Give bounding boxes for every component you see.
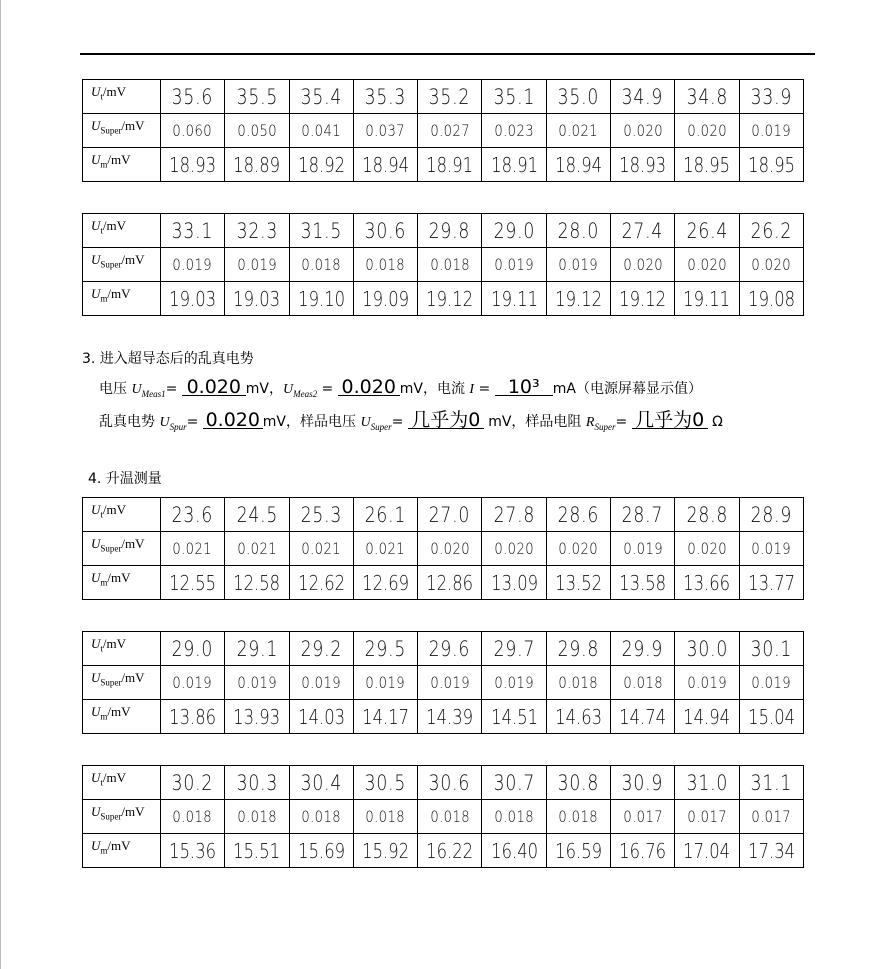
table-cell: 0.023 [482, 114, 546, 148]
table-cell: 13.58 [611, 566, 675, 600]
table-cell: 28.9 [739, 498, 803, 532]
table-cell: 19.11 [482, 282, 546, 316]
table-cell: 13.86 [161, 700, 225, 734]
table-cell: 30.4 [289, 766, 353, 800]
table-cell: 27.4 [611, 214, 675, 248]
table-cell: 26.2 [739, 214, 803, 248]
table-cell: 30.2 [161, 766, 225, 800]
table-cell: 16.22 [418, 834, 482, 868]
umeas1-unit: mV， [245, 381, 283, 397]
usuper-label: $U_{Super}/mV$ [83, 532, 161, 566]
ohm-unit: Ω [712, 414, 723, 430]
umeas2-symbol: $U_{Meas2}$ [282, 382, 318, 399]
table-cell: 19.10 [289, 282, 353, 316]
table-cell: 29.0 [161, 632, 225, 666]
table-cell: 31.1 [739, 766, 803, 800]
table-cell: 29.0 [482, 214, 546, 248]
usuper-row [83, 800, 804, 834]
table-cell: 34.8 [675, 80, 739, 114]
table-cell: 0.020 [611, 114, 675, 148]
table-cell: 0.018 [611, 666, 675, 700]
table-cell: 30.3 [225, 766, 289, 800]
table-cell: 0.020 [675, 114, 739, 148]
table-cell: 0.021 [546, 114, 610, 148]
table-cell: 0.019 [739, 666, 803, 700]
table-cell: 30.5 [353, 766, 417, 800]
table-cell: 31.0 [675, 766, 739, 800]
table-cell: 0.019 [739, 114, 803, 148]
sample-res-label: mV，样品电阻 [488, 414, 582, 430]
data-table-1 [82, 79, 804, 182]
table-cell: 28.7 [611, 498, 675, 532]
um-row [83, 282, 804, 316]
table-cell: 27.0 [418, 498, 482, 532]
table-cell: 0.018 [418, 248, 482, 282]
table-cell: 12.62 [289, 566, 353, 600]
spur-label: 乱真电势 [99, 414, 155, 430]
table-cell: 17.04 [675, 834, 739, 868]
table-cell: 19.12 [418, 282, 482, 316]
table-cell: 0.027 [418, 114, 482, 148]
um-label: $U_m/mV$ [83, 566, 161, 600]
table-cell: 29.8 [418, 214, 482, 248]
table-cell: 0.041 [289, 114, 353, 148]
table-cell: 23.6 [161, 498, 225, 532]
table-cell: 13.93 [225, 700, 289, 734]
section4-title: 4. 升温测量 [88, 471, 162, 487]
table-cell: 0.021 [353, 532, 417, 566]
table-cell: 0.020 [675, 532, 739, 566]
section3-line2: 乱真电势 $U_{Spur}= 0.020$ mV，样品电压 $U_{Super}=$ 几乎为0 mV，样品电阻 $R_{Super}=$ 几乎为0 Ω [99, 409, 723, 432]
table-cell: 16.76 [611, 834, 675, 868]
ut-row [83, 214, 804, 248]
table-cell: 35.4 [289, 80, 353, 114]
table-cell: 0.020 [546, 532, 610, 566]
section3-title: 3. 进入超导态后的乱真电势 [82, 351, 254, 367]
table-cell: 15.51 [225, 834, 289, 868]
um-label: $U_m/mV$ [83, 834, 161, 868]
table-cell: 19.09 [353, 282, 417, 316]
table-cell: 17.34 [739, 834, 803, 868]
table-cell: 0.018 [161, 800, 225, 834]
table-cell: 14.17 [353, 700, 417, 734]
table-cell: 0.018 [546, 800, 610, 834]
table-cell: 0.019 [675, 666, 739, 700]
table-cell: 29.6 [418, 632, 482, 666]
table-cell: 25.3 [289, 498, 353, 532]
table-cell: 13.09 [482, 566, 546, 600]
table-cell: 30.0 [675, 632, 739, 666]
table-cell: 0.020 [482, 532, 546, 566]
table-cell: 15.92 [353, 834, 417, 868]
table-cell: 0.037 [353, 114, 417, 148]
table-cell: 18.95 [739, 148, 803, 182]
table-cell: 0.018 [289, 248, 353, 282]
um-row [83, 834, 804, 868]
table-cell: 14.94 [675, 700, 739, 734]
usuper-label: $U_{Super}/mV$ [83, 248, 161, 282]
section3-line1: 电压 $U_{Meas1}= 0.020$ mV，$U_{Meas2} = 0.020$ mV，电流 I = 10³ mA（电源屏幕显示值） [99, 376, 702, 399]
table-cell: 32.3 [225, 214, 289, 248]
table-cell: 28.0 [546, 214, 610, 248]
table-cell: 0.060 [161, 114, 225, 148]
umeas1-field[interactable]: 0.020 [182, 379, 246, 396]
table-cell: 0.019 [546, 248, 610, 282]
uspur-symbol: $U_{Spur}$ [159, 415, 187, 432]
ut-row [83, 498, 804, 532]
table-cell: 0.019 [161, 666, 225, 700]
table-cell: 28.6 [546, 498, 610, 532]
table-cell: 0.017 [675, 800, 739, 834]
um-label: $U_m/mV$ [83, 282, 161, 316]
table-cell: 29.2 [289, 632, 353, 666]
table-cell: 0.019 [225, 666, 289, 700]
table-cell: 14.39 [418, 700, 482, 734]
ut-label: $U_t/mV$ [83, 214, 161, 248]
table-cell: 29.7 [482, 632, 546, 666]
table-cell: 12.86 [418, 566, 482, 600]
uspur-field[interactable]: 0.020 [203, 412, 263, 429]
table-cell: 0.018 [482, 800, 546, 834]
um-row [83, 148, 804, 182]
table-cell: 30.6 [353, 214, 417, 248]
table-cell: 16.40 [482, 834, 546, 868]
table-cell: 34.9 [611, 80, 675, 114]
table-cell: 30.9 [611, 766, 675, 800]
table-cell: 0.019 [739, 532, 803, 566]
table-cell: 18.93 [161, 148, 225, 182]
table-cell: 0.019 [289, 666, 353, 700]
usuper-label: $U_{Super}/mV$ [83, 666, 161, 700]
table-cell: 19.03 [225, 282, 289, 316]
table-cell: 12.58 [225, 566, 289, 600]
usuper-label: $U_{Super}/mV$ [83, 800, 161, 834]
table-cell: 18.94 [546, 148, 610, 182]
ut-label: $U_t/mV$ [83, 766, 161, 800]
table-cell: 15.69 [289, 834, 353, 868]
table-cell: 0.019 [482, 666, 546, 700]
table-cell: 13.66 [675, 566, 739, 600]
table-cell: 19.08 [739, 282, 803, 316]
table-cell: 30.7 [482, 766, 546, 800]
table-cell: 29.8 [546, 632, 610, 666]
table-cell: 0.019 [353, 666, 417, 700]
table-cell: 0.020 [739, 248, 803, 282]
um-row [83, 700, 804, 734]
um-row [83, 566, 804, 600]
table-cell: 19.03 [161, 282, 225, 316]
table-cell: 31.5 [289, 214, 353, 248]
table-cell: 35.2 [418, 80, 482, 114]
table-cell: 19.11 [675, 282, 739, 316]
table-cell: 0.017 [611, 800, 675, 834]
table-cell: 14.51 [482, 700, 546, 734]
table-cell: 18.95 [675, 148, 739, 182]
table-cell: 15.36 [161, 834, 225, 868]
table-cell: 15.04 [739, 700, 803, 734]
data-table-2 [82, 213, 804, 316]
table-cell: 33.1 [161, 214, 225, 248]
umeas1-symbol: $U_{Meas1}$ [131, 382, 166, 399]
ut-label: $U_t/mV$ [83, 80, 161, 114]
ut-label: $U_t/mV$ [83, 632, 161, 666]
usuper-row [83, 114, 804, 148]
table-cell: 19.12 [546, 282, 610, 316]
table-cell: 30.1 [739, 632, 803, 666]
table-cell: 29.5 [353, 632, 417, 666]
table-cell: 14.03 [289, 700, 353, 734]
ut-row [83, 632, 804, 666]
table-cell: 35.1 [482, 80, 546, 114]
rsuper-symbol: $R_{Super}$ [585, 415, 616, 432]
table-cell: 35.0 [546, 80, 610, 114]
table-cell: 24.5 [225, 498, 289, 532]
table-cell: 12.69 [353, 566, 417, 600]
table-cell: 0.017 [739, 800, 803, 834]
sample-voltage-label: mV，样品电压 [262, 414, 356, 430]
table-cell: 30.8 [546, 766, 610, 800]
usuper-row [83, 666, 804, 700]
usuper-label: $U_{Super}/mV$ [83, 114, 161, 148]
data-table-5 [82, 765, 804, 868]
table-cell: 0.018 [353, 800, 417, 834]
table-cell: 0.019 [418, 666, 482, 700]
table-cell: 28.8 [675, 498, 739, 532]
table-cell: 0.018 [546, 666, 610, 700]
page-left-border [0, 0, 1, 969]
table-cell: 13.77 [739, 566, 803, 600]
current-unit: mA（电源屏幕显示值） [552, 381, 702, 397]
current-symbol: I [469, 382, 475, 397]
table-cell: 0.020 [611, 248, 675, 282]
table-cell: 35.3 [353, 80, 417, 114]
umeas2-field[interactable]: 0.020 [338, 379, 400, 396]
rsuper-field[interactable]: 几乎为0 [632, 412, 708, 429]
data-table-4 [82, 631, 804, 734]
table-cell: 30.6 [418, 766, 482, 800]
table-cell: 33.9 [739, 80, 803, 114]
table-cell: 18.93 [611, 148, 675, 182]
table-cell: 0.019 [611, 532, 675, 566]
ut-row [83, 766, 804, 800]
table-cell: 14.63 [546, 700, 610, 734]
table-cell: 18.94 [353, 148, 417, 182]
table-cell: 0.021 [289, 532, 353, 566]
table-cell: 0.021 [225, 532, 289, 566]
table-cell: 0.050 [225, 114, 289, 148]
usuper-row [83, 248, 804, 282]
current-label: mV，电流 [399, 381, 465, 397]
table-cell: 13.52 [546, 566, 610, 600]
table-cell: 26.4 [675, 214, 739, 248]
table-cell: 0.019 [225, 248, 289, 282]
table-cell: 0.018 [353, 248, 417, 282]
table-cell: 29.9 [611, 632, 675, 666]
table-cell: 18.91 [482, 148, 546, 182]
table-cell: 35.5 [225, 80, 289, 114]
table-cell: 0.021 [161, 532, 225, 566]
table-cell: 0.018 [289, 800, 353, 834]
header-rule [80, 53, 815, 55]
ut-label: $U_t/mV$ [83, 498, 161, 532]
table-cell: 29.1 [225, 632, 289, 666]
usuper-row [83, 532, 804, 566]
table-cell: 14.74 [611, 700, 675, 734]
um-label: $U_m/mV$ [83, 148, 161, 182]
um-label: $U_m/mV$ [83, 700, 161, 734]
table-cell: 26.1 [353, 498, 417, 532]
table-cell: 18.91 [418, 148, 482, 182]
table-cell: 12.55 [161, 566, 225, 600]
table-cell: 18.89 [225, 148, 289, 182]
table-cell: 16.59 [546, 834, 610, 868]
table-cell: 0.018 [225, 800, 289, 834]
table-cell: 0.019 [161, 248, 225, 282]
current-field[interactable]: 10³ [495, 379, 553, 396]
table-cell: 19.12 [611, 282, 675, 316]
table-cell: 18.92 [289, 148, 353, 182]
table-cell: 0.020 [675, 248, 739, 282]
table-cell: 35.6 [161, 80, 225, 114]
data-table-3 [82, 497, 804, 600]
table-cell: 0.018 [418, 800, 482, 834]
ut-row [83, 80, 804, 114]
usuper-field[interactable]: 几乎为0 [408, 412, 484, 429]
usuper-symbol: $U_{Super}$ [360, 415, 392, 432]
table-cell: 0.020 [418, 532, 482, 566]
voltage-label: 电压 [99, 381, 127, 397]
table-cell: 0.019 [482, 248, 546, 282]
table-cell: 27.8 [482, 498, 546, 532]
